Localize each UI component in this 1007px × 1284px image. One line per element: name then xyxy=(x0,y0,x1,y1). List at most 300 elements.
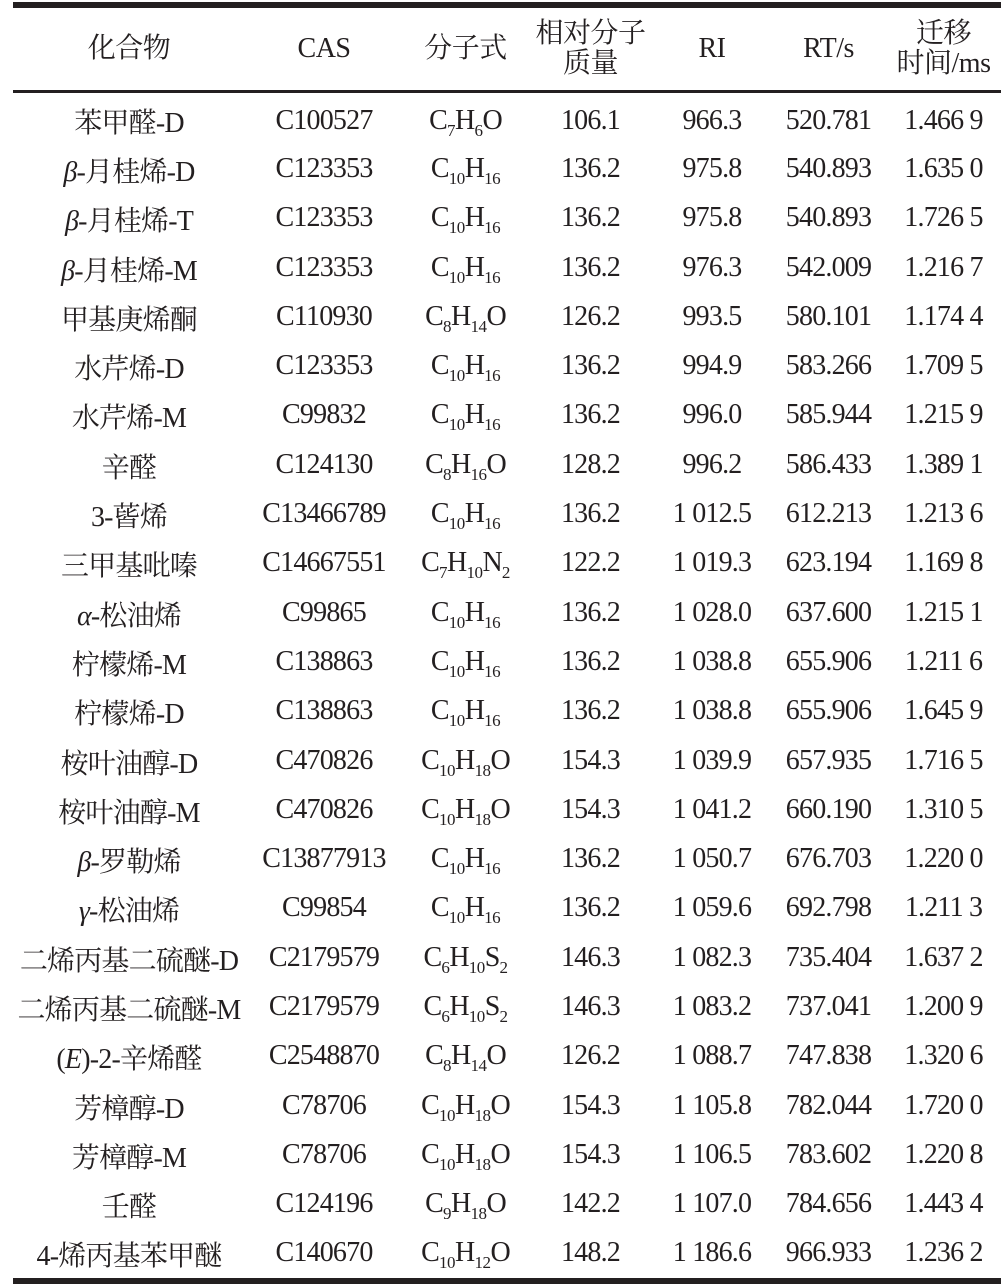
cell-retention-time: 540.893 xyxy=(785,202,872,234)
table-row xyxy=(13,440,1001,489)
table-row xyxy=(13,391,1001,440)
cell-drift-time: 1.211 6 xyxy=(904,645,983,677)
formula-subscript: 10 xyxy=(439,1105,456,1125)
formula-subscript: 10 xyxy=(448,612,465,632)
formula-element: H xyxy=(451,300,471,332)
formula-subscript: 2 xyxy=(499,957,508,977)
cell-molecular-formula xyxy=(403,834,528,883)
compound-name-text: -松油烯 xyxy=(89,896,180,928)
cell-compound-name xyxy=(13,884,245,933)
formula-element: O xyxy=(490,1237,510,1269)
header-label-line: 相对分子 xyxy=(535,18,646,49)
formula-element: H xyxy=(455,744,475,776)
cell-molecular-mass: 146.3 xyxy=(560,990,620,1022)
cell-drift-time: 1.320 6 xyxy=(904,1040,983,1072)
cell-drift-time: 1.211 3 xyxy=(904,892,983,924)
formula-element: H xyxy=(464,251,485,283)
formula-subscript: 10 xyxy=(448,415,465,435)
compound-name-text: 水芹烯-M xyxy=(71,403,187,435)
cell-molecular-formula xyxy=(403,1081,528,1130)
cell-drift-time: 1.213 6 xyxy=(904,498,983,530)
formula-subscript: 10 xyxy=(468,1006,485,1026)
cell-retention-index: 975.8 xyxy=(682,202,742,234)
formula-element: H xyxy=(451,1188,471,1220)
cell-retention-time: 585.944 xyxy=(785,399,872,431)
compound-name-text: 水芹烯-D xyxy=(74,354,184,386)
cell-compound-name xyxy=(13,933,245,982)
cell-molecular-mass: 136.2 xyxy=(560,152,620,184)
compound-name-text: 二烯丙基二硫醚-D xyxy=(19,945,239,977)
cell-retention-index: 1 012.5 xyxy=(672,498,752,530)
compound-name-italic-prefix: β xyxy=(64,206,79,238)
cell-molecular-formula xyxy=(403,736,528,785)
cell-molecular-formula xyxy=(403,292,528,341)
header-label-line: 质量 xyxy=(562,48,618,79)
formula-subscript: 18 xyxy=(470,1204,487,1224)
cell-cas-number: C124130 xyxy=(275,448,373,480)
cell-molecular-mass: 136.2 xyxy=(560,251,620,283)
formula-element: C xyxy=(423,941,442,973)
volatile-compounds-table xyxy=(13,2,1001,1284)
cell-molecular-mass: 136.2 xyxy=(560,645,620,677)
compound-name-text: -月桂烯-T xyxy=(78,206,194,238)
cell-compound-name xyxy=(13,440,245,489)
cell-drift-time: 1.220 8 xyxy=(904,1138,983,1170)
formula-element: H xyxy=(464,596,485,628)
cell-compound-name xyxy=(13,243,245,292)
compound-name-text: -月桂烯-M xyxy=(74,255,197,287)
formula-element: C xyxy=(430,645,449,677)
cell-molecular-mass: 136.2 xyxy=(560,892,620,924)
formula-subscript: 10 xyxy=(439,1253,456,1273)
cell-retention-time: 580.101 xyxy=(785,300,872,332)
cell-retention-index: 1 038.8 xyxy=(672,645,752,677)
cell-drift-time: 1.720 0 xyxy=(904,1089,983,1121)
cell-cas-number: C123353 xyxy=(275,202,373,234)
cell-molecular-mass: 136.2 xyxy=(560,596,620,628)
cell-molecular-formula xyxy=(403,1229,528,1281)
table-row xyxy=(13,1081,1001,1130)
cell-cas-number: C470826 xyxy=(275,744,373,776)
cell-compound-name xyxy=(13,785,245,834)
formula-subscript: 18 xyxy=(474,760,491,780)
formula-element: H xyxy=(455,1089,475,1121)
cell-compound-name xyxy=(13,1229,245,1281)
formula-element: H xyxy=(449,990,469,1022)
formula-element: C xyxy=(421,744,440,776)
cell-retention-time: 655.906 xyxy=(785,645,872,677)
formula-subscript: 10 xyxy=(448,711,465,731)
header-molecular-mass xyxy=(528,5,653,92)
formula-element: C xyxy=(430,843,449,875)
cell-molecular-mass: 136.2 xyxy=(560,843,620,875)
formula-element: H xyxy=(455,793,475,825)
formula-subscript: 10 xyxy=(448,859,465,879)
cell-drift-time: 1.709 5 xyxy=(904,350,983,382)
header-compound xyxy=(13,5,245,92)
cell-retention-time: 657.935 xyxy=(785,744,872,776)
cell-cas-number: C123353 xyxy=(275,350,373,382)
formula-subscript: 8 xyxy=(443,464,452,484)
compound-name-italic-prefix: β xyxy=(77,847,91,879)
cell-compound-name xyxy=(13,982,245,1031)
cell-molecular-mass: 136.2 xyxy=(560,350,620,382)
cell-molecular-formula xyxy=(403,391,528,440)
cell-drift-time: 1.215 9 xyxy=(904,399,983,431)
cell-compound-name xyxy=(13,341,245,390)
cell-cas-number: C138863 xyxy=(275,695,373,727)
cell-retention-time: 735.404 xyxy=(785,941,872,973)
cell-cas-number: C100527 xyxy=(275,104,373,136)
table-row xyxy=(13,588,1001,637)
cell-retention-index: 996.2 xyxy=(682,448,742,480)
formula-element: H xyxy=(464,892,485,924)
cell-retention-index: 1 050.7 xyxy=(672,843,752,875)
formula-subscript: 7 xyxy=(439,563,448,583)
table-row xyxy=(13,1180,1001,1229)
formula-subscript: 2 xyxy=(499,1006,508,1026)
cell-compound-name xyxy=(13,637,245,686)
cell-retention-time: 520.781 xyxy=(785,104,872,136)
cell-retention-time: 966.933 xyxy=(785,1237,872,1269)
cell-molecular-mass: 136.2 xyxy=(560,399,620,431)
formula-subscript: 6 xyxy=(441,957,450,977)
formula-element: N xyxy=(482,547,502,579)
compound-name-text: -松油烯 xyxy=(90,600,182,632)
cell-cas-number: C138863 xyxy=(275,645,373,677)
cell-retention-time: 583.266 xyxy=(785,350,872,382)
formula-element: C xyxy=(430,596,449,628)
header-label-line: 化合物 xyxy=(87,33,171,64)
cell-retention-index: 1 038.8 xyxy=(672,695,752,727)
formula-subscript: 8 xyxy=(443,316,452,336)
cell-molecular-formula xyxy=(403,1180,528,1229)
table-row xyxy=(13,92,1001,145)
formula-subscript: 10 xyxy=(448,908,465,928)
cell-compound-name xyxy=(13,92,245,145)
formula-subscript: 16 xyxy=(484,661,501,681)
cell-molecular-mass: 146.3 xyxy=(560,941,620,973)
formula-element: C xyxy=(425,1040,444,1072)
cell-retention-time: 655.906 xyxy=(785,695,872,727)
cell-molecular-mass: 136.2 xyxy=(560,202,620,234)
formula-subscript: 16 xyxy=(484,415,501,435)
formula-element: O xyxy=(486,1040,506,1072)
formula-subscript: 16 xyxy=(484,168,501,188)
formula-element: C xyxy=(430,251,449,283)
cell-retention-time: 784.656 xyxy=(785,1188,872,1220)
cell-retention-time: 783.602 xyxy=(785,1138,872,1170)
cell-cas-number: C2179579 xyxy=(268,941,380,973)
cell-molecular-formula xyxy=(403,341,528,390)
header-label-line: 分子式 xyxy=(424,33,507,64)
cell-retention-time: 747.838 xyxy=(785,1040,872,1072)
cell-compound-name xyxy=(13,1180,245,1229)
cell-molecular-mass: 136.2 xyxy=(560,498,620,530)
table-row xyxy=(13,539,1001,588)
formula-element: O xyxy=(490,1089,510,1121)
cell-cas-number: C2548870 xyxy=(268,1040,380,1072)
formula-element: C xyxy=(421,1237,440,1269)
cell-molecular-formula xyxy=(403,144,528,193)
cell-compound-name xyxy=(13,1130,245,1179)
compound-name-text: 苯甲醛-D xyxy=(74,107,184,139)
cell-molecular-mass: 154.3 xyxy=(560,793,620,825)
header-row xyxy=(13,5,1001,92)
compound-name-text: 二烯丙基二硫醚-M xyxy=(17,994,241,1026)
formula-element: H xyxy=(449,941,469,973)
formula-element: H xyxy=(464,152,485,184)
formula-subscript: 10 xyxy=(448,514,465,534)
table-row xyxy=(13,194,1001,243)
header-ri xyxy=(653,5,771,92)
cell-molecular-formula xyxy=(403,92,528,145)
cell-molecular-mass: 126.2 xyxy=(560,1040,620,1072)
formula-subscript: 16 xyxy=(484,218,501,238)
compound-name-italic-prefix: α xyxy=(76,600,91,632)
formula-subscript: 16 xyxy=(470,464,487,484)
header-cas xyxy=(245,5,403,92)
formula-element: C xyxy=(421,793,440,825)
compound-table-container xyxy=(13,2,1001,1284)
formula-subscript: 10 xyxy=(448,218,465,238)
formula-subscript: 8 xyxy=(443,1056,452,1076)
cell-retention-index: 976.3 xyxy=(682,251,742,283)
cell-retention-time: 540.893 xyxy=(785,152,872,184)
cell-drift-time: 1.169 8 xyxy=(904,547,983,579)
cell-molecular-mass: 136.2 xyxy=(560,695,620,727)
cell-compound-name xyxy=(13,292,245,341)
formula-element: C xyxy=(425,1188,444,1220)
formula-element: C xyxy=(430,498,449,530)
cell-compound-name xyxy=(13,1032,245,1081)
formula-element: C xyxy=(430,152,449,184)
formula-subscript: 18 xyxy=(474,1154,491,1174)
formula-subscript: 2 xyxy=(501,563,510,583)
formula-subscript: 14 xyxy=(470,1056,487,1076)
cell-retention-time: 586.433 xyxy=(785,448,872,480)
compound-name-text: 桉叶油醇-D xyxy=(60,748,198,780)
cell-compound-name xyxy=(13,194,245,243)
formula-element: H xyxy=(451,448,471,480)
cell-molecular-formula xyxy=(403,933,528,982)
compound-name-text: 柠檬烯-D xyxy=(74,699,184,731)
cell-cas-number: C2179579 xyxy=(268,990,380,1022)
table-row xyxy=(13,1229,1001,1281)
table-row xyxy=(13,1032,1001,1081)
cell-compound-name xyxy=(13,144,245,193)
cell-retention-time: 612.213 xyxy=(785,498,872,530)
cell-drift-time: 1.635 0 xyxy=(904,152,983,184)
formula-subscript: 18 xyxy=(474,1105,491,1125)
cell-molecular-formula xyxy=(403,637,528,686)
table-row xyxy=(13,884,1001,933)
table-row xyxy=(13,834,1001,883)
cell-cas-number: C14667551 xyxy=(262,547,386,579)
cell-drift-time: 1.466 9 xyxy=(904,104,983,136)
formula-element: S xyxy=(484,941,500,973)
cell-retention-index: 975.8 xyxy=(682,152,742,184)
formula-subscript: 16 xyxy=(484,711,501,731)
cell-molecular-formula xyxy=(403,687,528,736)
cell-cas-number: C13877913 xyxy=(262,843,386,875)
header-label-line: 时间/ms xyxy=(896,48,991,79)
cell-drift-time: 1.645 9 xyxy=(904,695,983,727)
cell-compound-name xyxy=(13,834,245,883)
cell-molecular-formula xyxy=(403,1032,528,1081)
header-label-line: 迁移 xyxy=(915,18,971,49)
cell-molecular-mass: 148.2 xyxy=(560,1237,620,1269)
table-row xyxy=(13,243,1001,292)
cell-retention-index: 1 083.2 xyxy=(672,990,752,1022)
compound-name-text: 甲基庚烯酮 xyxy=(60,304,197,336)
compound-name-italic-prefix: β xyxy=(63,156,77,188)
formula-element: H xyxy=(464,645,485,677)
table-row xyxy=(13,982,1001,1031)
cell-cas-number: C110930 xyxy=(275,300,373,332)
formula-element: O xyxy=(486,448,506,480)
formula-element: H xyxy=(455,104,475,136)
table-header xyxy=(13,5,1001,92)
formula-element: C xyxy=(430,892,449,924)
cell-cas-number: C124196 xyxy=(275,1188,373,1220)
cell-compound-name xyxy=(13,588,245,637)
formula-subscript: 10 xyxy=(466,563,483,583)
formula-element: H xyxy=(451,1040,471,1072)
table-body xyxy=(13,92,1001,1282)
formula-element: C xyxy=(430,399,449,431)
formula-subscript: 10 xyxy=(448,168,465,188)
cell-molecular-formula xyxy=(403,588,528,637)
cell-cas-number: C123353 xyxy=(275,251,373,283)
cell-molecular-mass: 126.2 xyxy=(560,300,620,332)
cell-molecular-mass: 128.2 xyxy=(560,448,620,480)
formula-subscript: 16 xyxy=(484,267,501,287)
cell-cas-number: C99854 xyxy=(282,892,366,924)
formula-subscript: 12 xyxy=(474,1253,491,1273)
table-row xyxy=(13,687,1001,736)
compound-name-text: 壬醛 xyxy=(101,1192,157,1224)
compound-name-text: ( xyxy=(56,1044,65,1076)
cell-retention-time: 637.600 xyxy=(785,596,872,628)
cell-retention-index: 996.0 xyxy=(682,399,742,431)
cell-molecular-mass: 154.3 xyxy=(560,1138,620,1170)
formula-subscript: 14 xyxy=(470,316,487,336)
table-row xyxy=(13,292,1001,341)
cell-molecular-mass: 142.2 xyxy=(560,1188,620,1220)
cell-retention-time: 542.009 xyxy=(785,251,872,283)
compound-name-italic-prefix: β xyxy=(61,255,75,287)
formula-element: H xyxy=(464,202,485,234)
compound-name-text: 柠檬烯-M xyxy=(71,649,187,681)
formula-subscript: 6 xyxy=(441,1006,450,1026)
cell-compound-name xyxy=(13,687,245,736)
cell-compound-name xyxy=(13,391,245,440)
formula-subscript: 6 xyxy=(474,120,483,140)
formula-subscript: 9 xyxy=(443,1204,452,1224)
formula-element: C xyxy=(425,300,444,332)
formula-element: S xyxy=(484,990,500,1022)
formula-subscript: 7 xyxy=(447,120,456,140)
table-row xyxy=(13,637,1001,686)
table-row xyxy=(13,933,1001,982)
cell-retention-index: 1 028.0 xyxy=(672,596,752,628)
cell-drift-time: 1.310 5 xyxy=(904,793,983,825)
table-row xyxy=(13,144,1001,193)
compound-name-text: )-2-辛烯醛 xyxy=(81,1044,202,1076)
cell-compound-name xyxy=(13,489,245,538)
formula-subscript: 10 xyxy=(448,267,465,287)
cell-molecular-formula xyxy=(403,982,528,1031)
cell-retention-index: 1 107.0 xyxy=(672,1188,752,1220)
cell-drift-time: 1.443 4 xyxy=(904,1188,983,1220)
cell-cas-number: C99865 xyxy=(282,596,366,628)
formula-subscript: 10 xyxy=(439,1154,456,1174)
formula-subscript: 16 xyxy=(484,612,501,632)
formula-subscript: 16 xyxy=(484,366,501,386)
cell-drift-time: 1.174 4 xyxy=(904,300,983,332)
formula-element: H xyxy=(464,695,485,727)
cell-retention-time: 782.044 xyxy=(785,1089,872,1121)
cell-retention-index: 966.3 xyxy=(682,104,742,136)
compound-name-text: 桉叶油醇-M xyxy=(58,797,200,829)
compound-name-text: 芳樟醇-M xyxy=(71,1142,187,1174)
cell-cas-number: C13466789 xyxy=(262,498,386,530)
cell-retention-index: 1 088.7 xyxy=(672,1040,752,1072)
cell-molecular-formula xyxy=(403,243,528,292)
formula-element: H xyxy=(455,1237,475,1269)
header-label-line: RT/s xyxy=(803,33,854,64)
header-label-line: CAS xyxy=(297,33,351,64)
cell-retention-index: 1 039.9 xyxy=(672,744,752,776)
cell-cas-number: C78706 xyxy=(282,1138,366,1170)
header-formula xyxy=(403,5,528,92)
formula-element: C xyxy=(421,1089,440,1121)
cell-retention-index: 1 082.3 xyxy=(672,941,752,973)
formula-element: H xyxy=(464,350,485,382)
formula-subscript: 18 xyxy=(474,809,491,829)
cell-compound-name xyxy=(13,539,245,588)
cell-cas-number: C140670 xyxy=(275,1237,373,1269)
compound-name-text: 4-烯丙基苯甲醚 xyxy=(36,1241,222,1273)
formula-subscript: 16 xyxy=(484,859,501,879)
compound-name-italic-prefix: E xyxy=(64,1044,82,1076)
table-row xyxy=(13,736,1001,785)
compound-name-text: -罗勒烯 xyxy=(90,847,181,879)
cell-molecular-formula xyxy=(403,440,528,489)
cell-molecular-formula xyxy=(403,884,528,933)
cell-retention-index: 1 186.6 xyxy=(672,1237,752,1269)
cell-retention-index: 1 019.3 xyxy=(672,547,752,579)
formula-element: O xyxy=(486,1188,506,1220)
compound-name-text: 辛醛 xyxy=(101,452,157,484)
cell-drift-time: 1.637 2 xyxy=(904,941,983,973)
formula-element: H xyxy=(455,1138,475,1170)
cell-molecular-formula xyxy=(403,539,528,588)
formula-element: C xyxy=(425,448,444,480)
compound-name-text: 三甲基吡嗪 xyxy=(60,551,197,583)
cell-molecular-mass: 106.1 xyxy=(560,104,620,136)
cell-retention-time: 692.798 xyxy=(785,892,872,924)
cell-retention-time: 676.703 xyxy=(785,843,872,875)
cell-molecular-mass: 122.2 xyxy=(560,547,620,579)
cell-drift-time: 1.716 5 xyxy=(904,744,983,776)
compound-name-text: 芳樟醇-D xyxy=(74,1093,184,1125)
cell-drift-time: 1.216 7 xyxy=(904,251,983,283)
table-row xyxy=(13,341,1001,390)
compound-name-text: 3-蒈烯 xyxy=(90,502,168,534)
table-row xyxy=(13,785,1001,834)
